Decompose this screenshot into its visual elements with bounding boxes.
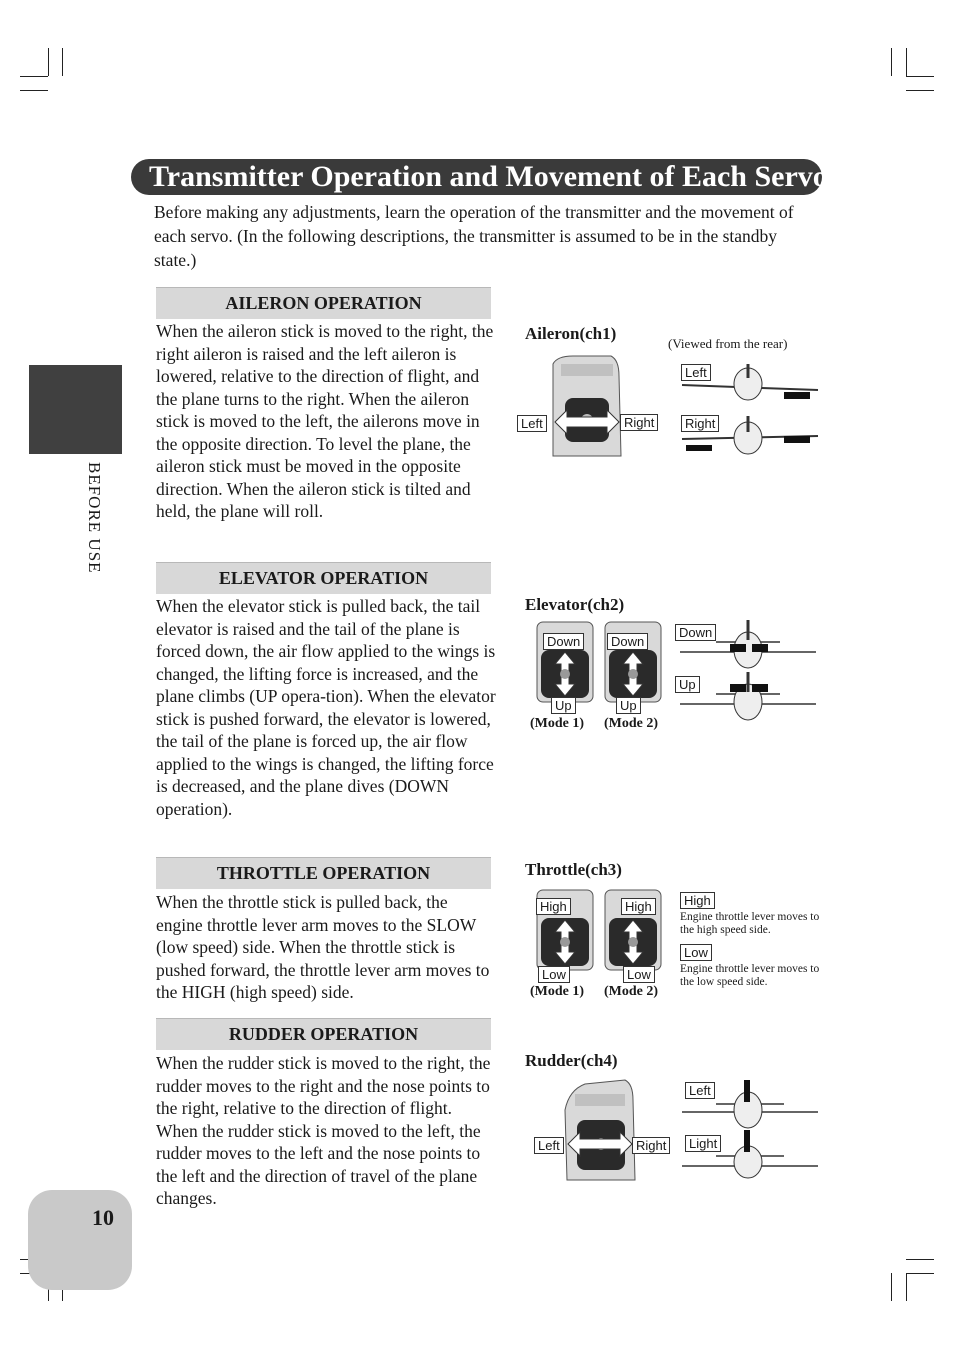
aileron-left-right-arrow	[555, 410, 619, 434]
rudder-stick-right-label: Right	[632, 1137, 670, 1154]
aileron-stick-right-label: Right	[620, 414, 658, 431]
throttle-high-note: Engine throttle lever moves to the high speed side.	[680, 911, 820, 936]
elevator-plane-up-label: Up	[675, 676, 700, 693]
crop-mark	[891, 1273, 892, 1301]
crop-mark	[906, 90, 934, 91]
crop-mark	[906, 1259, 934, 1260]
elevator-body: When the elevator stick is pulled back, the tail elevator is raised and the tail of the plane is forced down, the air flow applied to the wings is changed, the lifting force is increased, and the plane climbs (UP opera-tion). When the elevator stick is pushed forward, the elevator is lowered, the tail of the plane is forced up, the air flow applied to the wings is changed, the lifting force is decreased, and the plane dives (DOWN operation).	[156, 596, 496, 819]
throttle-figure-title: Throttle(ch3)	[525, 860, 622, 879]
aileron-heading: AILERON OPERATION	[156, 287, 491, 319]
aileron-body: When the aileron stick is moved to the right, the right aileron is raised and the left aileron is lowered, relative to the direction of flight, and the plane turns to the right. When the aileron stick is moved to the left, the ailerons move in the opposite direction. To level the plane, the aileron stick must be moved in the opposite direction. When the aileron stick is tilted and held, the plane will roll.	[156, 321, 494, 521]
throttle-mode1-high-label: High	[536, 898, 571, 915]
crop-mark	[48, 48, 49, 76]
aileron-stick-left-label: Left	[517, 415, 547, 432]
throttle-mode2-caption: (Mode 2)	[604, 984, 659, 999]
throttle-mode2-high-label: High	[621, 898, 656, 915]
elevator-mode1-down-label: Down	[543, 633, 584, 650]
rudder-transmitter-illustration	[565, 1080, 637, 1180]
rudder-body: When the rudder stick is moved to the right, the rudder moves to the right and the nose points to the right, relative to the direction of flight. When the rudder stick is moved to the left, the rudder moves to the left and the nose points to the left and the direction of travel of the plane changes.	[156, 1053, 491, 1208]
elevator-mode2-up-label: Up	[616, 697, 641, 714]
throttle-heading: THROTTLE OPERATION	[156, 857, 491, 889]
page-number: 10	[92, 1205, 114, 1230]
crop-mark	[906, 1273, 934, 1274]
elevator-mode2-down-label: Down	[607, 633, 648, 650]
elevator-mode2-caption: (Mode 2)	[604, 716, 659, 731]
crop-mark	[906, 48, 907, 76]
elevator-mode1-caption: (Mode 1)	[530, 716, 585, 731]
rudder-stick-left-label: Left	[534, 1137, 564, 1154]
rudder-left-right-arrow	[568, 1132, 632, 1156]
crop-mark	[891, 48, 892, 76]
intro-paragraph: Before making any adjustments, learn the operation of the transmitter and the movement of each servo. (In the following descriptions, the transmitter is assumed to be in the standby state.)	[154, 202, 794, 270]
throttle-body: When the throttle stick is pulled back, the engine throttle lever arm moves to the SLOW (low speed) side. When the throttle stick is pushed forward, the throttle lever arm moves to the HIGH (high speed) side.	[156, 892, 490, 1002]
crop-mark	[906, 76, 934, 77]
throttle-mode1-caption: (Mode 1)	[530, 984, 585, 999]
page-title: Transmitter Operation and Movement of Each Servo	[131, 159, 822, 195]
rudder-plane-right-label: Light	[685, 1135, 721, 1152]
aileron-plane-right-label: Right	[681, 415, 719, 432]
throttle-mode1-low-label: Low	[538, 966, 570, 983]
aileron-plane-left-label: Left	[681, 364, 711, 381]
crop-mark	[20, 76, 48, 77]
rudder-figure-title: Rudder(ch4)	[525, 1051, 618, 1070]
throttle-low-note: Engine throttle lever moves to the low speed side.	[680, 963, 820, 988]
elevator-heading: ELEVATOR OPERATION	[156, 562, 491, 594]
crop-mark	[906, 1273, 907, 1301]
side-tab-block	[29, 365, 122, 454]
aileron-figure-title: Aileron(ch1)	[525, 324, 617, 343]
aileron-transmitter-illustration	[553, 356, 623, 456]
elevator-mode1-up-label: Up	[551, 697, 576, 714]
side-label: BEFORE USE	[85, 462, 104, 574]
elevator-plane-down-label: Down	[675, 624, 716, 641]
throttle-high-label: High	[680, 892, 715, 909]
page-number-tab	[28, 1190, 132, 1290]
crop-mark	[20, 90, 48, 91]
crop-mark	[62, 48, 63, 76]
aileron-figure-note: (Viewed from the rear)	[668, 336, 788, 351]
throttle-mode2-low-label: Low	[623, 966, 655, 983]
elevator-figure-title: Elevator(ch2)	[525, 595, 625, 614]
rudder-plane-left-label: Left	[685, 1082, 715, 1099]
throttle-low-label: Low	[680, 944, 712, 961]
rudder-heading: RUDDER OPERATION	[156, 1018, 491, 1050]
